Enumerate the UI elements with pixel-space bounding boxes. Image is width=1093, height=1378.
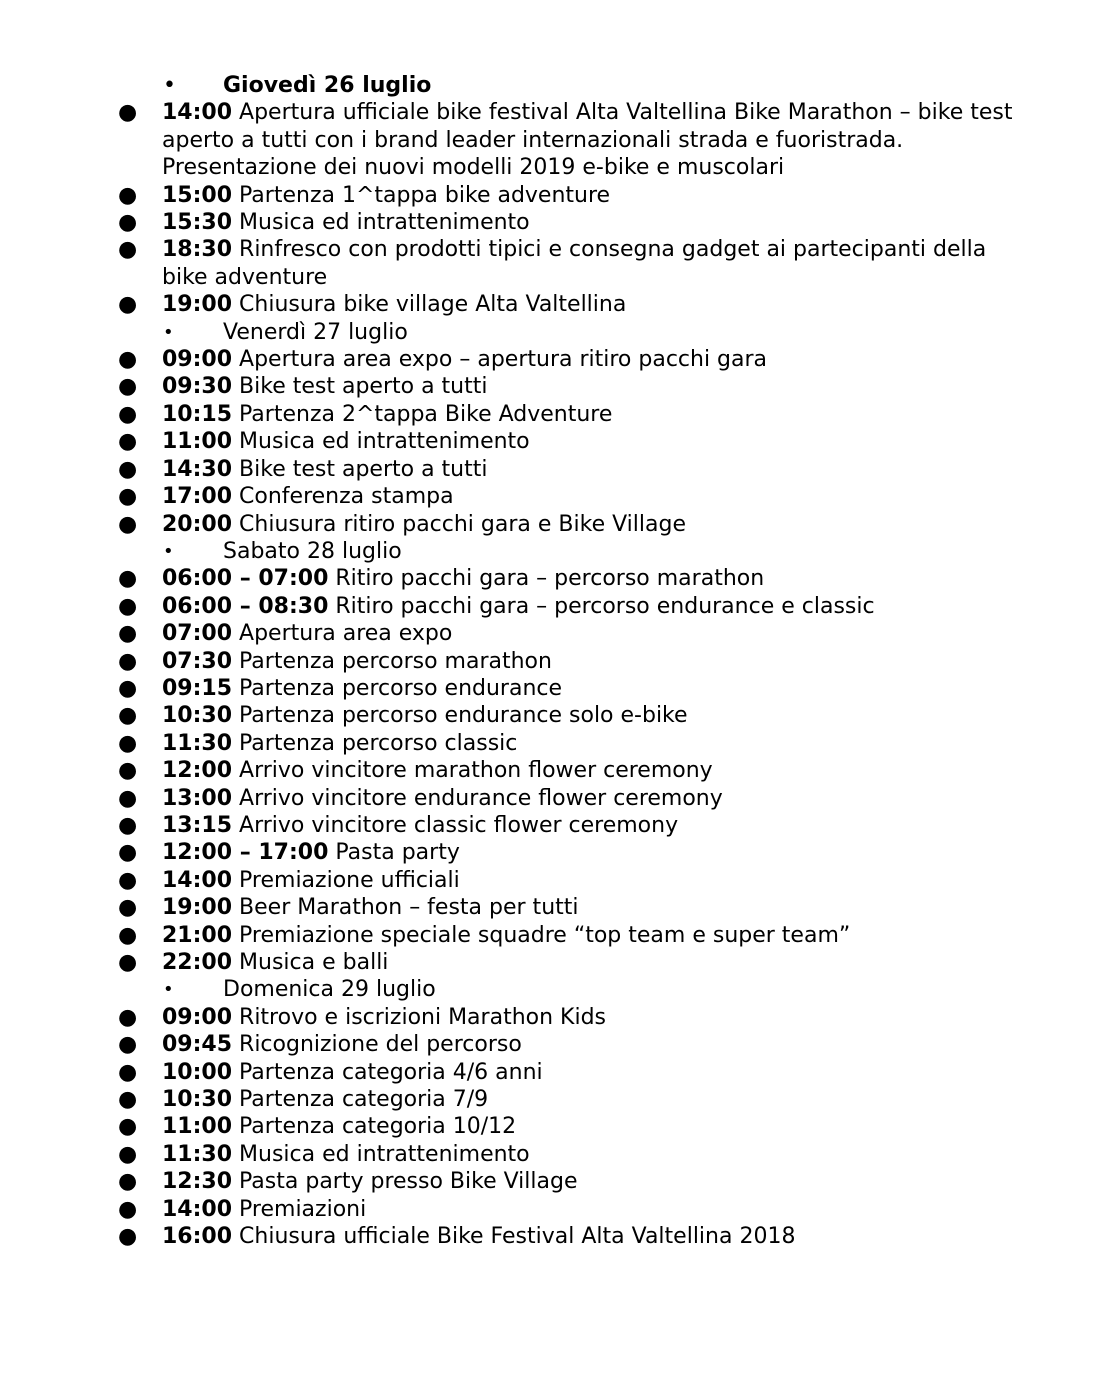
event-time: 15:30	[162, 210, 233, 236]
bullet-icon: ●	[118, 401, 138, 427]
bullet-icon: ●	[118, 1114, 138, 1140]
event-time: 09:00	[162, 1004, 233, 1030]
event-time: 13:15	[162, 812, 233, 838]
event-item	[0, 648, 1093, 675]
event-item	[0, 291, 1093, 318]
event-item	[0, 483, 1093, 510]
event-description: Apertura area expo	[239, 621, 453, 647]
event-description: Partenza percorso endurance	[239, 675, 563, 701]
event-description: Partenza percorso marathon	[239, 648, 552, 674]
event-time: 10:30	[162, 703, 233, 729]
event-time: 12:00	[162, 758, 233, 784]
event-time: 10:00	[162, 1059, 233, 1085]
bullet-icon: ●	[118, 1004, 138, 1030]
event-description: Partenza categoria 4/6 anni	[239, 1059, 543, 1085]
event-description: Musica e balli	[239, 950, 389, 975]
event-item	[0, 922, 1093, 949]
bullet-icon: ●	[118, 840, 138, 866]
event-item	[0, 620, 1093, 647]
event-description: Partenza percorso endurance solo e-bike	[239, 703, 688, 729]
bullet-icon: ●	[118, 1032, 138, 1058]
event-item	[0, 1113, 1093, 1140]
event-description: Musica ed intrattenimento	[239, 1141, 530, 1167]
event-item	[0, 346, 1093, 373]
bullet-icon: ●	[118, 785, 138, 811]
bullet-icon: ●	[118, 730, 138, 756]
bullet-icon: ●	[118, 374, 138, 400]
event-item	[0, 1031, 1093, 1058]
bullet-icon: ●	[118, 292, 138, 318]
event-description: Chiusura ritiro pacchi gara e Bike Village	[239, 511, 686, 537]
event-time: 19:00	[162, 292, 233, 318]
event-time: 12:00 – 17:00	[162, 840, 329, 866]
bullet-icon: ●	[118, 1169, 138, 1195]
event-time: 11:30	[162, 730, 233, 756]
event-item	[0, 428, 1093, 455]
event-time: 22:00	[162, 950, 233, 975]
event-item	[0, 182, 1093, 209]
bullet-icon: ●	[118, 1224, 138, 1250]
event-description: Partenza 2^tappa Bike Adventure	[239, 401, 613, 427]
day-heading	[0, 72, 1093, 99]
event-description: Conferenza stampa	[239, 484, 454, 510]
event-time: 18:30	[162, 237, 233, 263]
event-item	[0, 1141, 1093, 1168]
event-description: Apertura area expo – apertura ritiro pacchi gara	[239, 347, 768, 373]
event-description: Arrivo vincitore endurance flower ceremony	[239, 785, 723, 811]
event-description: Partenza 1^tappa bike adventure	[239, 182, 611, 208]
day-heading	[0, 976, 1093, 1003]
event-description: Bike test aperto a tutti	[239, 456, 488, 482]
event-time: 14:00	[162, 100, 233, 126]
event-description: Partenza percorso classic	[239, 730, 518, 756]
bullet-icon: ●	[118, 648, 138, 674]
event-description: Pasta party presso Bike Village	[239, 1169, 578, 1195]
event-item	[0, 1196, 1093, 1223]
event-description: Beer Marathon – festa per tutti	[239, 895, 579, 921]
event-time: 12:30	[162, 1169, 233, 1195]
event-time: 06:00 – 07:00	[162, 566, 329, 592]
bullet-icon: ●	[118, 758, 138, 784]
event-item	[0, 1086, 1093, 1113]
event-item	[0, 1004, 1093, 1031]
event-item	[0, 867, 1093, 894]
event-description: Ritiro pacchi gara – percorso endurance e classic	[335, 593, 875, 619]
event-description: Premiazione speciale squadre “top team e super team”	[239, 922, 851, 948]
event-item	[0, 812, 1093, 839]
event-description: Musica ed intrattenimento	[239, 429, 530, 455]
bullet-icon: •	[163, 979, 174, 1001]
day-heading	[0, 319, 1093, 346]
event-description: Apertura ufficiale bike festival Alta Valtellina Bike Marathon – bike test aperto a tutti con i brand leader internazionali strada e fuoristrada. Presentazione dei nuovi modelli 2019 e-bike e muscolari	[162, 100, 1013, 181]
bullet-icon: •	[163, 540, 174, 562]
event-item	[0, 785, 1093, 812]
event-item	[0, 593, 1093, 620]
event-description: Pasta party	[335, 840, 460, 866]
event-description: Arrivo vincitore marathon flower ceremony	[239, 758, 713, 784]
event-time: 09:30	[162, 374, 233, 400]
event-item	[0, 839, 1093, 866]
day-label: Sabato 28 luglio	[223, 538, 402, 564]
event-time: 14:30	[162, 456, 233, 482]
event-description: Bike test aperto a tutti	[239, 374, 488, 400]
event-time: 14:00	[162, 1196, 233, 1222]
event-description: Arrivo vincitore classic flower ceremony	[239, 812, 679, 838]
event-item	[0, 236, 1093, 291]
day-heading	[0, 538, 1093, 565]
bullet-icon: ●	[118, 237, 138, 263]
bullet-icon: ●	[118, 922, 138, 948]
event-description: Ritrovo e iscrizioni Marathon Kids	[239, 1004, 606, 1030]
bullet-icon: ●	[118, 1087, 138, 1113]
event-item	[0, 675, 1093, 702]
schedule-document	[0, 72, 1093, 1250]
event-item	[0, 730, 1093, 757]
event-time: 15:00	[162, 182, 233, 208]
event-item	[0, 511, 1093, 538]
event-time: 13:00	[162, 785, 233, 811]
bullet-icon: ●	[118, 867, 138, 893]
bullet-icon: ●	[118, 895, 138, 921]
event-time: 09:00	[162, 347, 233, 373]
event-description: Premiazioni	[239, 1196, 367, 1222]
event-description: Chiusura ufficiale Bike Festival Alta Valtellina 2018	[239, 1224, 796, 1250]
event-description: Ritiro pacchi gara – percorso marathon	[335, 566, 765, 592]
bullet-icon: ●	[118, 703, 138, 729]
bullet-icon: ●	[118, 429, 138, 455]
event-item	[0, 949, 1093, 976]
bullet-icon: ●	[118, 1196, 138, 1222]
event-item	[0, 702, 1093, 729]
event-time: 17:00	[162, 484, 233, 510]
event-time: 19:00	[162, 895, 233, 921]
event-time: 11:00	[162, 429, 233, 455]
event-time: 14:00	[162, 867, 233, 893]
bullet-icon: •	[163, 73, 176, 98]
bullet-icon: ●	[118, 621, 138, 647]
event-item	[0, 373, 1093, 400]
day-label: Giovedì 26 luglio	[223, 73, 432, 98]
event-time: 07:00	[162, 621, 233, 647]
bullet-icon: ●	[118, 456, 138, 482]
bullet-icon: ●	[118, 347, 138, 373]
event-description: Partenza categoria 10/12	[239, 1114, 517, 1140]
event-item	[0, 456, 1093, 483]
event-item	[0, 1168, 1093, 1195]
event-item	[0, 757, 1093, 784]
bullet-icon: ●	[118, 182, 138, 208]
bullet-icon: •	[163, 321, 174, 343]
event-time: 21:00	[162, 922, 233, 948]
event-time: 07:30	[162, 648, 233, 674]
event-description: Partenza categoria 7/9	[239, 1087, 489, 1113]
event-description: Premiazione ufficiali	[239, 867, 460, 893]
event-time: 20:00	[162, 511, 233, 537]
event-time: 11:00	[162, 1114, 233, 1140]
bullet-icon: ●	[118, 566, 138, 592]
event-item	[0, 894, 1093, 921]
bullet-icon: ●	[118, 675, 138, 701]
day-label: Domenica 29 luglio	[223, 977, 436, 1003]
event-item	[0, 565, 1093, 592]
bullet-icon: ●	[118, 812, 138, 838]
event-time: 09:45	[162, 1032, 233, 1058]
event-description: Musica ed intrattenimento	[239, 210, 530, 236]
bullet-icon: ●	[118, 950, 138, 975]
bullet-icon: ●	[118, 210, 138, 236]
event-time: 16:00	[162, 1224, 233, 1250]
bullet-icon: ●	[118, 100, 138, 126]
bullet-icon: ●	[118, 484, 138, 510]
bullet-icon: ●	[118, 511, 138, 537]
event-description: Chiusura bike village Alta Valtellina	[239, 292, 627, 318]
event-description: Ricognizione del percorso	[239, 1032, 522, 1058]
event-item	[0, 401, 1093, 428]
event-item	[0, 99, 1093, 181]
event-time: 06:00 – 08:30	[162, 593, 329, 619]
event-time: 10:30	[162, 1087, 233, 1113]
bullet-icon: ●	[118, 1059, 138, 1085]
event-time: 10:15	[162, 401, 233, 427]
event-time: 11:30	[162, 1141, 233, 1167]
event-item	[0, 209, 1093, 236]
event-time: 09:15	[162, 675, 233, 701]
event-item	[0, 1059, 1093, 1086]
event-item	[0, 1223, 1093, 1250]
day-label: Venerdì 27 luglio	[223, 319, 408, 345]
bullet-icon: ●	[118, 593, 138, 619]
bullet-icon: ●	[118, 1141, 138, 1167]
event-description: Rinfresco con prodotti tipici e consegna gadget ai partecipanti della bike adventure	[162, 237, 987, 290]
